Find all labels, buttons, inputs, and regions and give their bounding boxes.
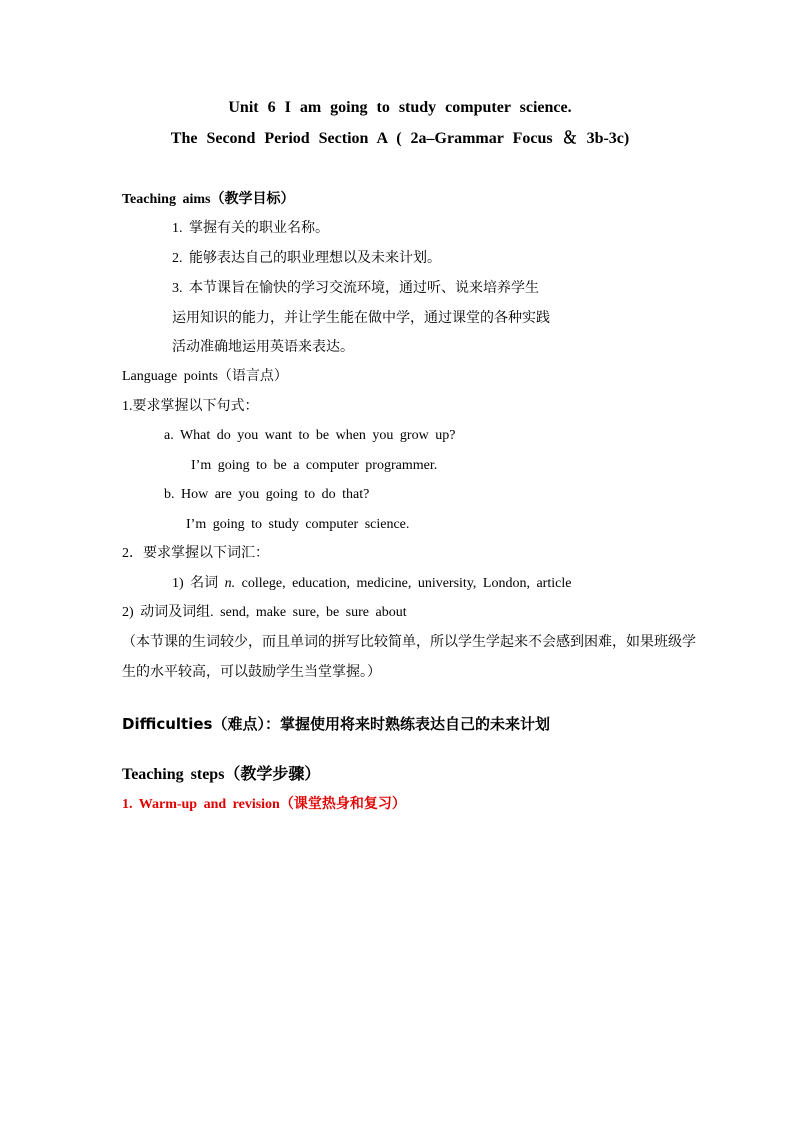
step-1-warm-up: 1. Warm-up and revision（课堂热身和复习） xyxy=(122,797,406,812)
nouns-prefix: 1) 名词 xyxy=(172,576,225,591)
sentence-a-answer: I’m going to be a computer programmer. xyxy=(191,458,438,473)
sentence-b-question: b. How are you going to do that? xyxy=(164,487,370,502)
sentence-a-question: a. What do you want to be when you grow up? xyxy=(164,428,456,443)
teaching-aims-heading: Teaching aims（教学目标） xyxy=(122,192,295,207)
teaching-aim-3-cont-1: 运用知识的能力，并让学生能在做中学，通过课堂的各种实践 xyxy=(172,311,550,326)
vocab-heading: 2．要求掌握以下词汇： xyxy=(122,546,269,561)
sentence-b-answer: I’m going to study computer science. xyxy=(186,517,410,532)
teaching-aim-3: 3. 本节课旨在愉快的学习交流环境，通过听、说来培养学生 xyxy=(172,281,539,296)
note-line-2: 生的水平较高，可以鼓励学生当堂掌握。） xyxy=(122,665,381,680)
teaching-aim-1: 1. 掌握有关的职业名称。 xyxy=(172,221,329,236)
nouns-pos: n. xyxy=(224,576,236,591)
verbs-line: 2) 动词及词组. send, make sure, be sure about xyxy=(122,605,407,620)
language-points-heading: Language points（语言点） xyxy=(122,369,288,384)
nouns-list: college, education, medicine, university, London, article xyxy=(235,576,572,591)
sentences-heading: 1.要求掌握以下句式： xyxy=(122,399,259,414)
difficulties-heading: Difficulties（难点）：掌握使用将来时熟练表达自己的未来计划 xyxy=(122,715,550,733)
teaching-steps-heading: Teaching steps（教学步骤） xyxy=(122,766,321,783)
title-line-2: The Second Period Section A ( 2a–Grammar Focus ＆ 3b-3c) xyxy=(170,130,630,147)
title-line-1: Unit 6 I am going to study computer science. xyxy=(228,99,572,116)
nouns-line xyxy=(172,575,571,593)
teaching-aim-2: 2. 能够表达自己的职业理想以及未来计划。 xyxy=(172,251,441,266)
note-line-1: （本节课的生词较少，而且单词的拼写比较简单，所以学生学起来不会感到困难，如果班级学 xyxy=(122,635,696,650)
teaching-aim-3-cont-2: 活动准确地运用英语来表达。 xyxy=(172,340,354,355)
